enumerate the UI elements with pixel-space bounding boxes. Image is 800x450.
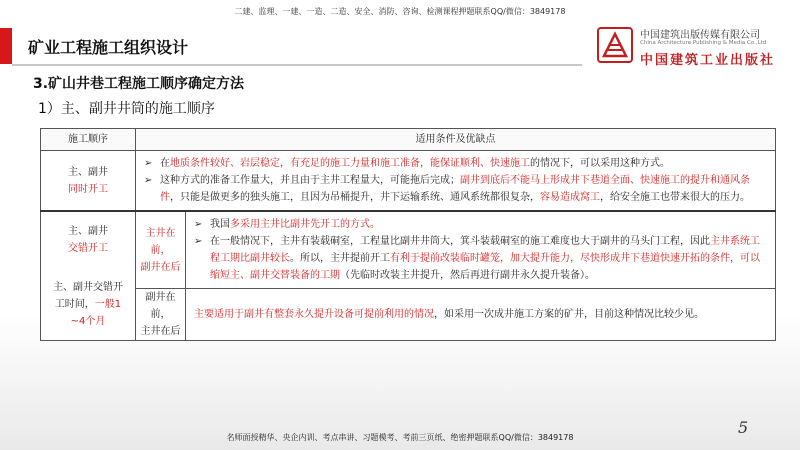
highlight-text: 多采用主井比副井先开工的方式。 <box>230 219 380 230</box>
header-divider <box>12 64 582 66</box>
highlight-text: 有利于提前改装临时罐笼，加大提升能力，尽快形成井下巷道快速开拓的条件，可以缩短主、副井交替装备的工期 <box>210 253 760 281</box>
bullet-item <box>192 216 767 233</box>
highlight-text: 地质条件较好、岩层稳定，有充足的施工力量和施工准备，能保证顺利、快速施工 <box>170 158 530 169</box>
row-staggered-main-first <box>41 211 776 289</box>
body-text: 我国 <box>210 219 230 230</box>
body-text: 。所以，主井提前开工 <box>290 253 390 264</box>
table-header-row <box>41 129 776 151</box>
body-text: ，只能是做更多的独头施工，且因为吊桶提升，井下运输系统、通风系统都很复杂， <box>170 192 540 203</box>
slide-title: 矿业工程施工组织设计 <box>28 38 189 57</box>
construction-sequence-table <box>40 128 776 341</box>
bullet-item <box>142 172 767 206</box>
header-sequence: 施工顺序 <box>41 129 136 151</box>
header-conditions: 适用条件及优缺点 <box>136 129 776 151</box>
body-text: 这种方式的准备工作量大，并且由于主井工程量大，可能拖后完成； <box>160 175 460 186</box>
label-main-first: 主井在前， 副井在后 <box>136 211 186 289</box>
label-aux-first: 副井在前， 主井在后 <box>136 289 186 341</box>
page-number: 5 <box>738 418 749 437</box>
aux-first-text <box>186 304 775 325</box>
row-simultaneous <box>41 151 776 212</box>
bullet-item <box>142 155 767 172</box>
publisher-name-cn: 中国建筑出版传媒有限公司 <box>640 30 760 41</box>
conditions-simultaneous <box>136 151 776 212</box>
highlight-text: 副井到底后不能马上形成井下巷道全面、快速施工的提升和通风条件 <box>160 175 750 203</box>
publisher-logo <box>596 22 796 68</box>
bottom-contact-note: 名师面授精华、央企内训、考点串讲、习题模考、考前三页纸、绝密押题联系QQ/微信：3849178 <box>226 433 574 442</box>
top-contact-note: 二建、监理、一建、一造、二造、安全、消防、咨询、检测课程押题联系QQ/微信：3849178 <box>234 7 566 16</box>
bullet-item <box>192 233 767 284</box>
publisher-emblem-icon <box>596 26 634 64</box>
publisher-brand: 中国建筑工业出版社 <box>640 53 776 68</box>
highlight-text: 容易造成窝工 <box>540 192 600 203</box>
conditions-main-first <box>186 211 776 289</box>
row-staggered-aux-first <box>41 289 776 341</box>
body-text: 的情况下，可以采用这种方式。 <box>530 158 670 169</box>
body-text: 在一般情况下，主井有装载硐室，工程量比副井井筒大，箕斗装载硐室的施工难度也大于副井的马头门工程，因此 <box>210 236 710 247</box>
highlight-text: 主井系统工程工期比副井较长 <box>210 236 760 264</box>
sub-heading: 1）主、副井井筒的施工顺序 <box>38 101 215 117</box>
body-text: ，如采用一次成井施工方案的矿井，目前这种情况比较少见。 <box>434 309 704 320</box>
label-simultaneous: 主、副井 同时开工 <box>41 151 136 212</box>
section-heading: 3.矿山井巷工程施工顺序确定方法 <box>33 76 245 92</box>
body-text: 在 <box>160 158 170 169</box>
highlight-text: 主要适用于副井有整套永久提升设备可提前利用的情况 <box>194 309 434 320</box>
conditions-aux-first <box>186 289 776 341</box>
label-staggered: 主、副井 交错开工 主、副井交错开 工时间，一般1 ~4个月 <box>41 211 136 341</box>
header-accent-bar <box>0 28 12 64</box>
body-text: （先临时改装主井提升，然后再进行副井永久提升装备）。 <box>340 270 595 281</box>
body-text: ，给安全施工也带来很大的压力。 <box>600 192 750 203</box>
publisher-name-en: China Architecture Publishing & Media Co.,Ltd <box>640 40 767 46</box>
